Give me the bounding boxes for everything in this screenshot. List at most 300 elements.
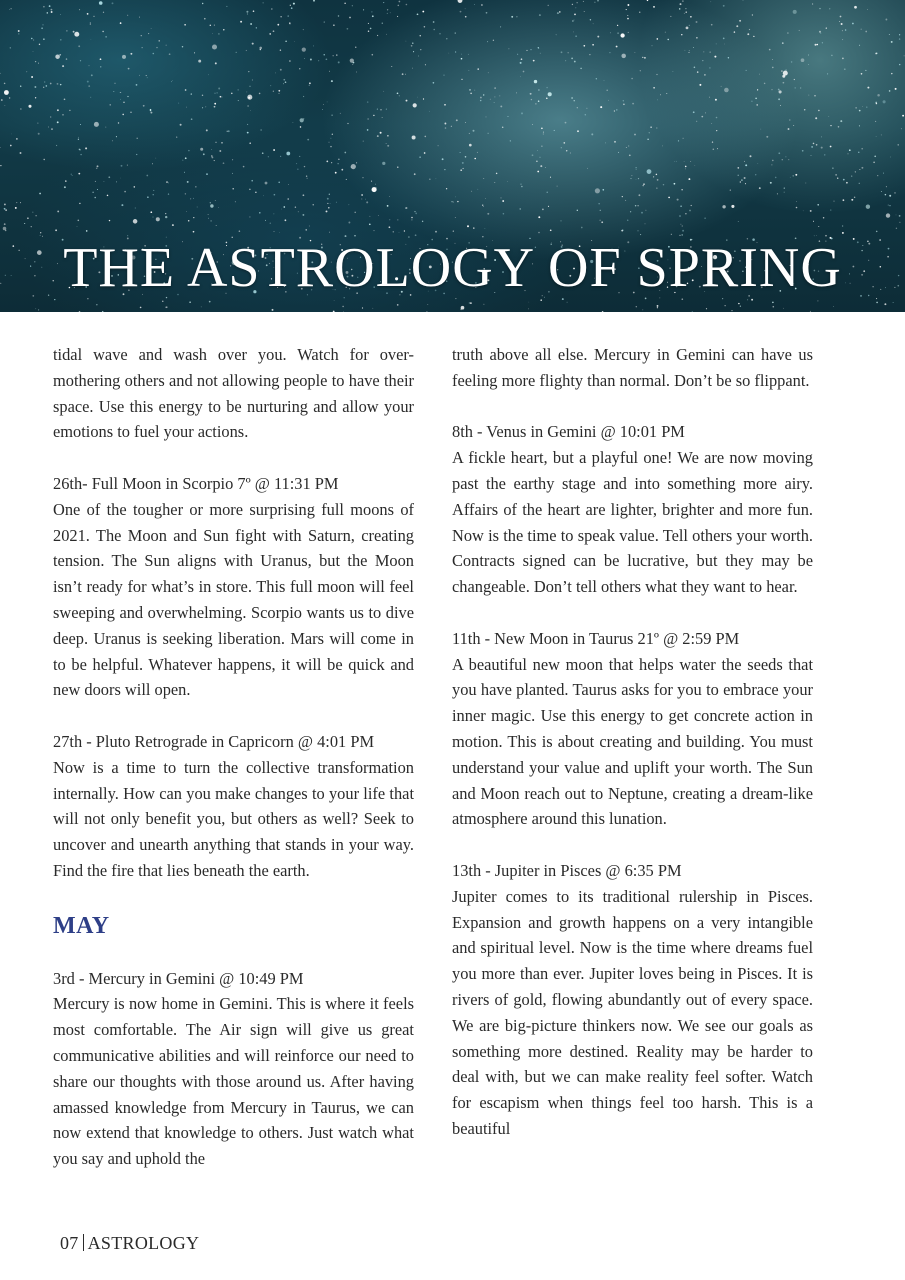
- star: [205, 107, 206, 108]
- star: [286, 152, 290, 156]
- star: [469, 70, 470, 71]
- star: [120, 178, 121, 179]
- star: [361, 198, 362, 199]
- star: [299, 156, 300, 157]
- star: [153, 194, 154, 195]
- star: [716, 117, 718, 119]
- star: [894, 192, 896, 194]
- star: [444, 169, 445, 170]
- star: [3, 227, 7, 231]
- star: [47, 12, 49, 14]
- star: [730, 189, 731, 190]
- star: [876, 136, 877, 137]
- star: [251, 180, 253, 182]
- star: [682, 230, 684, 232]
- star: [348, 222, 350, 224]
- star: [710, 52, 711, 53]
- star: [539, 14, 541, 16]
- star: [486, 12, 488, 14]
- star: [250, 86, 251, 87]
- star: [134, 186, 136, 188]
- star: [99, 1, 103, 5]
- event-entry: [452, 419, 813, 600]
- star: [485, 228, 486, 229]
- star: [443, 74, 444, 75]
- star: [232, 188, 234, 190]
- star: [565, 60, 566, 61]
- star: [721, 86, 722, 87]
- star: [383, 2, 384, 3]
- star: [601, 221, 603, 223]
- star: [702, 60, 703, 61]
- star: [500, 26, 501, 27]
- star: [843, 199, 845, 201]
- star: [793, 10, 797, 14]
- star: [516, 16, 517, 17]
- star: [90, 22, 91, 23]
- star: [156, 217, 160, 221]
- star: [757, 89, 758, 90]
- star: [635, 167, 636, 168]
- star: [296, 163, 297, 164]
- star: [813, 221, 814, 222]
- star: [71, 174, 72, 175]
- star: [494, 87, 495, 88]
- star: [714, 56, 716, 58]
- star: [247, 124, 248, 125]
- star: [830, 125, 831, 126]
- star: [116, 181, 117, 182]
- star: [510, 140, 511, 141]
- star: [572, 4, 573, 5]
- star: [787, 32, 789, 34]
- star: [273, 149, 275, 151]
- star: [590, 19, 591, 20]
- star: [143, 105, 145, 107]
- star: [5, 105, 6, 106]
- star: [819, 31, 821, 33]
- star: [546, 98, 548, 100]
- star: [583, 45, 585, 47]
- star: [397, 167, 398, 168]
- star: [455, 33, 456, 34]
- star: [458, 0, 463, 3]
- star: [259, 47, 262, 50]
- star: [777, 193, 778, 194]
- star: [366, 201, 368, 203]
- event-description: A beautiful new moon that helps water the seeds that you have planted. Taurus asks for you to embrace your inner magic. Use this energy to get concrete action in motion. This is about creating and building. You must understand your value and uplift your worth. The Sun and Moon reach out to Neptune, creating a dream-like atmosphere around this lunation.: [452, 654, 813, 829]
- star: [631, 178, 632, 179]
- star: [771, 164, 772, 165]
- star: [571, 97, 573, 99]
- star: [667, 39, 668, 40]
- star: [223, 29, 224, 30]
- star: [816, 144, 818, 146]
- star: [740, 306, 741, 307]
- star: [563, 142, 565, 144]
- star: [280, 156, 281, 157]
- star: [60, 39, 62, 41]
- star: [90, 97, 91, 98]
- star: [159, 40, 160, 41]
- star: [413, 103, 417, 107]
- star: [451, 201, 452, 202]
- star: [128, 68, 130, 70]
- star: [465, 122, 466, 123]
- star: [886, 186, 887, 187]
- star: [10, 145, 12, 147]
- star: [722, 205, 725, 208]
- star: [638, 194, 640, 196]
- star: [338, 15, 339, 16]
- star: [97, 189, 98, 190]
- star: [796, 201, 797, 202]
- star: [620, 33, 624, 37]
- star: [488, 72, 489, 73]
- event-heading: 27th - Pluto Retrograde in Capricorn @ 4:01 PM: [53, 731, 375, 751]
- star: [287, 15, 288, 16]
- star: [622, 196, 623, 197]
- star: [677, 199, 679, 201]
- star: [548, 206, 549, 207]
- star: [270, 85, 271, 86]
- star: [210, 204, 213, 207]
- star: [112, 140, 113, 141]
- star: [697, 71, 698, 72]
- star: [340, 113, 341, 114]
- star: [329, 194, 330, 195]
- star: [534, 80, 537, 83]
- star: [380, 109, 381, 110]
- star: [247, 132, 249, 134]
- star: [599, 220, 600, 221]
- star: [657, 100, 658, 101]
- star: [272, 309, 274, 311]
- event-heading: 26th- Full Moon in Scorpio 7º @ 11:31 PM: [53, 473, 339, 493]
- star: [103, 181, 104, 182]
- star: [399, 232, 400, 233]
- star: [745, 183, 746, 184]
- star: [731, 310, 732, 311]
- star: [399, 96, 400, 97]
- star: [448, 53, 449, 54]
- star: [469, 302, 470, 303]
- star: [268, 156, 269, 157]
- star: [147, 196, 149, 198]
- star: [304, 58, 305, 59]
- star: [246, 11, 248, 13]
- star: [482, 205, 483, 206]
- star: [446, 38, 447, 39]
- star: [195, 186, 196, 187]
- star: [347, 28, 349, 30]
- star: [182, 46, 183, 47]
- star: [387, 13, 388, 14]
- star: [201, 307, 202, 308]
- event-heading: 11th - New Moon in Taurus 21º @ 2:59 PM: [452, 628, 740, 648]
- star: [20, 152, 22, 154]
- star: [113, 91, 114, 92]
- star: [594, 2, 595, 3]
- star: [324, 21, 325, 22]
- star: [685, 213, 686, 214]
- star: [715, 99, 717, 101]
- star: [468, 54, 469, 55]
- star: [616, 46, 618, 48]
- star: [463, 168, 464, 169]
- star: [684, 50, 685, 51]
- star: [397, 304, 399, 306]
- star: [861, 167, 863, 169]
- star: [414, 211, 415, 212]
- star: [368, 31, 369, 32]
- star: [291, 7, 293, 9]
- star: [269, 33, 271, 35]
- star: [477, 68, 478, 69]
- star: [550, 177, 551, 178]
- star: [859, 110, 861, 112]
- star: [305, 229, 306, 230]
- star: [643, 183, 645, 185]
- star: [417, 13, 419, 15]
- star: [294, 41, 295, 42]
- star: [591, 133, 593, 135]
- star: [785, 156, 786, 157]
- star: [121, 204, 123, 206]
- star: [602, 311, 604, 312]
- star: [204, 18, 206, 20]
- star: [570, 152, 571, 153]
- star: [689, 210, 691, 212]
- star: [275, 73, 276, 74]
- star: [397, 16, 398, 17]
- star: [185, 157, 187, 159]
- star: [561, 147, 562, 148]
- star: [793, 125, 794, 126]
- star: [327, 203, 328, 204]
- star: [724, 88, 729, 93]
- star: [191, 118, 193, 120]
- star: [249, 216, 250, 217]
- star: [772, 89, 773, 90]
- star: [877, 94, 880, 97]
- star: [788, 159, 789, 160]
- star: [744, 177, 746, 179]
- star: [377, 109, 378, 110]
- star: [151, 28, 152, 29]
- star: [647, 139, 648, 140]
- star: [817, 204, 819, 206]
- star: [43, 38, 45, 40]
- star: [858, 152, 859, 153]
- star: [31, 76, 33, 78]
- star: [352, 5, 353, 6]
- star: [444, 104, 446, 106]
- star: [861, 29, 862, 30]
- star: [503, 213, 505, 215]
- star: [679, 8, 681, 10]
- star: [322, 109, 323, 110]
- star: [10, 8, 11, 9]
- star: [465, 8, 466, 9]
- star: [684, 13, 685, 14]
- star: [124, 191, 126, 193]
- star: [249, 142, 251, 144]
- star: [635, 205, 636, 206]
- star: [764, 83, 766, 85]
- star: [876, 231, 878, 233]
- star: [44, 82, 45, 83]
- star: [717, 148, 718, 149]
- star: [827, 73, 828, 74]
- star: [680, 224, 681, 225]
- star: [842, 58, 844, 60]
- star: [507, 116, 508, 117]
- star: [351, 164, 356, 169]
- star: [79, 9, 80, 10]
- event-entry: [53, 966, 414, 1172]
- star: [543, 132, 544, 133]
- star: [808, 64, 809, 65]
- star: [665, 32, 666, 33]
- star: [822, 42, 823, 43]
- star: [377, 35, 378, 36]
- star: [162, 301, 163, 302]
- star: [397, 92, 399, 94]
- star: [391, 66, 392, 67]
- star: [538, 232, 540, 234]
- star: [240, 21, 242, 23]
- star: [56, 145, 57, 146]
- star: [153, 190, 154, 191]
- event-description: Jupiter comes to its traditional rulership in Pisces. Expansion and growth happens on a very intangible and spiritual level. Now is the time where dreams fuel you more than ever. Jupiter loves being in Pisces. It is rivers of gold, flowing abundantly out of every space. We are big-picture thinkers now. We see our goals as something more destined. Reality may be harder to deal with, but we can make reality feel softer. Watch for escapism when things feel too harsh. This is a beautiful: [452, 886, 813, 1138]
- star: [490, 99, 491, 100]
- star: [130, 111, 132, 113]
- star: [31, 226, 32, 227]
- star: [180, 124, 182, 126]
- star: [644, 57, 646, 59]
- star: [127, 96, 128, 97]
- star: [709, 97, 710, 98]
- star: [683, 138, 684, 139]
- star: [208, 74, 209, 75]
- star: [808, 55, 809, 56]
- star: [471, 191, 472, 192]
- star: [600, 106, 602, 108]
- star: [725, 305, 726, 306]
- star: [724, 44, 725, 45]
- star: [259, 93, 261, 95]
- star: [574, 61, 576, 63]
- star: [886, 213, 890, 217]
- star: [861, 73, 863, 75]
- star: [740, 181, 741, 182]
- star: [208, 214, 209, 215]
- star: [602, 189, 604, 191]
- star: [386, 34, 387, 35]
- star: [11, 134, 12, 135]
- star: [186, 107, 187, 108]
- star: [354, 212, 355, 213]
- star: [477, 152, 478, 153]
- star: [342, 306, 343, 307]
- star: [26, 71, 27, 72]
- star: [694, 165, 695, 166]
- star: [439, 33, 440, 34]
- star: [218, 207, 219, 208]
- star: [794, 87, 796, 89]
- star: [470, 93, 471, 94]
- star: [820, 33, 821, 34]
- star: [141, 35, 142, 36]
- star: [155, 158, 156, 159]
- star: [688, 178, 690, 180]
- star: [605, 142, 606, 143]
- star: [49, 5, 51, 7]
- star: [536, 161, 538, 163]
- star: [39, 44, 40, 45]
- star: [690, 16, 692, 18]
- star: [680, 3, 682, 5]
- star: [575, 36, 576, 37]
- star: [586, 108, 587, 109]
- star: [94, 197, 96, 199]
- star: [891, 73, 892, 74]
- star: [496, 173, 498, 175]
- star: [95, 181, 96, 182]
- star: [51, 9, 53, 11]
- star: [589, 54, 590, 55]
- star: [465, 156, 467, 158]
- star: [34, 86, 36, 88]
- star: [202, 107, 203, 108]
- star: [197, 207, 198, 208]
- star: [501, 197, 502, 198]
- star: [424, 26, 426, 28]
- star: [186, 211, 187, 212]
- star: [166, 181, 168, 183]
- star: [759, 187, 761, 189]
- star: [494, 102, 495, 103]
- star: [833, 201, 834, 202]
- star: [685, 8, 686, 9]
- event-description: Now is a time to turn the collective transformation internally. How can you make changes to your life that will not only benefit you, but others as well? Seek to uncover and unearth anything that stands in your way. Find the fire that lies beneath the earth.: [53, 757, 414, 880]
- star: [465, 16, 467, 18]
- star: [469, 133, 470, 134]
- star: [40, 232, 41, 233]
- star: [455, 51, 456, 52]
- star: [480, 97, 482, 99]
- star: [235, 201, 236, 202]
- star: [333, 24, 335, 26]
- star: [528, 309, 529, 310]
- star: [349, 17, 351, 19]
- star: [617, 32, 619, 34]
- star: [218, 33, 220, 35]
- star: [704, 217, 705, 218]
- star: [57, 121, 59, 123]
- star: [623, 103, 625, 105]
- star: [417, 97, 418, 98]
- star: [851, 199, 853, 201]
- star: [574, 100, 575, 101]
- star: [363, 9, 364, 10]
- star: [599, 203, 600, 204]
- star: [635, 52, 636, 53]
- star: [636, 169, 637, 170]
- star: [74, 32, 79, 37]
- star: [424, 152, 426, 154]
